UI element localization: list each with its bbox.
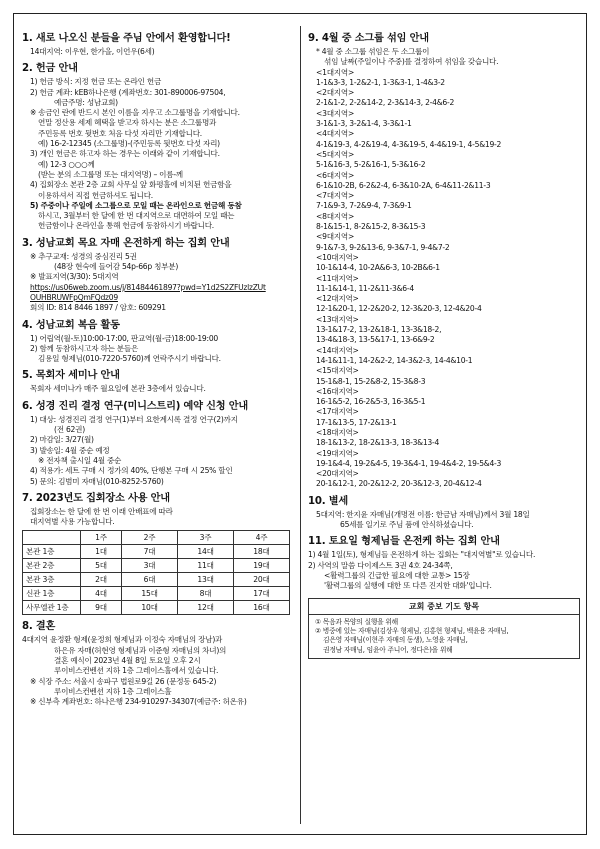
prayer-box — [308, 598, 580, 660]
venue-room: 본관 3층 — [23, 573, 81, 587]
wedding-section — [22, 620, 294, 707]
funeral-section — [308, 495, 580, 531]
venue-intro: 집회장소는 한 달에 한 번 이래 안배표에 따라 — [30, 506, 173, 516]
venue-cell: 6대 — [122, 573, 178, 587]
scramble-line: <3대지역> — [316, 108, 355, 118]
venue-room: 신관 1층 — [23, 587, 81, 601]
ministry-line: 5) 문의: 김범미 자매님(010-8252-5760) — [30, 476, 164, 486]
scramble-line: 18-1&13-2, 18-2&13-3, 18-3&13-4 — [316, 438, 440, 448]
scramble-line: 7-1&9-3, 7-2&9-4, 7-3&9-1 — [316, 201, 412, 211]
ministry-heading: 6. 성경 진리 결정 연구(미니스트리) 예약 신청 안내 — [22, 400, 249, 412]
ministry-line: 4) 적용가: 세트 구매 시 정가의 40%, 단행본 구매 시 25% 할인 — [30, 466, 233, 476]
scramble-line: 4-1&19-3, 4-2&19-4, 4-3&19-5, 4-4&19-1, 4-5&19-2 — [316, 139, 502, 149]
ministry-line: (전 62권) — [54, 425, 85, 435]
prayer-item: 김은영 자매님(이현주 자매의 동생), 노영윤 자매님, — [323, 636, 468, 645]
ministry-section — [22, 400, 294, 487]
venue-room: 사무엘관 1층 — [23, 601, 81, 615]
ministry-line: 3) 발송일: 4월 중순 예정 — [30, 445, 110, 455]
offering-line: 예) 12-3 ○○○께 — [38, 159, 95, 169]
scramble-line: <19대지역> — [316, 448, 359, 458]
wedding-line: 루이비스컨벤션 지하 1층 그레이스홀에서 있습니다. — [54, 666, 219, 676]
offering-line: ※ 송금인 란에 반드시 본인 이름을 지우고 소그룹명을 기재합니다. — [30, 108, 240, 118]
scramble-line: 19-1&4-4, 19-2&4-5, 19-3&4-1, 19-4&4-2, 19-5&4-3 — [316, 458, 502, 468]
scramble-line: <1대지역> — [316, 67, 355, 77]
scramble-line: 16-1&5-2, 16-2&5-3, 16-3&5-1 — [316, 397, 426, 407]
scramble-line: 3-1&1-3, 3-2&1-4, 3-3&1-1 — [316, 119, 412, 129]
venue-col-header — [23, 531, 81, 545]
funeral-heading: 10. 별세 — [308, 495, 349, 507]
offering-line: 1) 헌금 방식: 지정 헌금 또는 온라인 헌금 — [30, 77, 162, 87]
saturday-line: 2) 사역의 말씀 다이제스트 3권 4호 24-34쪽, — [308, 560, 453, 570]
scramble-line: 8-1&15-1, 8-2&15-2, 8-3&15-3 — [316, 222, 426, 232]
venue-cell: 11대 — [178, 559, 234, 573]
venue-cell: 2대 — [81, 573, 122, 587]
scramble-line: 10-1&14-4, 10-2A&6-3, 10-2B&6-1 — [316, 263, 440, 273]
scramble-note: 섞임 날짜(주일이나 주중)를 결정하여 섞임을 갖습니다. — [324, 57, 499, 67]
offering-line: 헌금함이나 온라인을 통해 헌금에 동참하시기 바랍니다. — [38, 221, 214, 231]
thursday-line: 회의 ID: 814 8446 1897 / 암호: 609291 — [30, 303, 166, 313]
offering-line: 연말 정산용 세제 혜택을 받고자 하시는 분은 소그룹명과 — [38, 118, 217, 128]
wedding-line: 루이비스컨벤션 지하 1층 그레이스홀 — [54, 686, 172, 696]
table-row — [23, 573, 290, 587]
scramble-list — [308, 68, 580, 490]
scramble-line: 2-1&1-2, 2-2&14-2, 2-3&14-3, 2-4&6-2 — [316, 98, 455, 108]
scramble-line: 1-1&3-3, 1-2&2-1, 1-3&3-1, 1-4&3-2 — [316, 77, 445, 87]
scramble-line: <11대지역> — [316, 273, 359, 283]
scramble-line: <9대지역> — [316, 232, 355, 242]
offering-section — [22, 62, 294, 231]
venue-room: 본관 1층 — [23, 545, 81, 559]
wedding-line: 결혼 예식이 2023년 4월 8일 토요일 오후 2시 — [54, 655, 201, 665]
scramble-line: <13대지역> — [316, 314, 359, 324]
wedding-heading: 8. 결혼 — [22, 621, 56, 633]
offering-line: 4) 집회장소 본관 2층 교회 사무실 앞 화평홀에 비치된 헌금함을 — [30, 180, 232, 190]
saturday-line: <활력그룹의 긴급한 필요에 대한 교통> 15장 — [324, 570, 470, 580]
wedding-line: ※ 신부측 계좌번호: 하나은행 234-910297-34307(예금주: 허온유) — [30, 697, 247, 707]
prayer-item: ② 병중에 있는 자매님(김상우 형제님, 김홍현 형제님, 백윤용 자매님, — [315, 626, 509, 635]
service-line: 1) 어립역(월-토)10:00-17:00, 판교역(월-금)18:00-19:00 — [30, 333, 218, 343]
venue-room: 본관 2층 — [23, 559, 81, 573]
wedding-line: 하은유 자매(허현영 형제님과 이준형 자매님의 차녀)의 — [54, 645, 227, 655]
saturday-meeting-section — [308, 535, 580, 659]
venue-heading: 7. 2023년도 집회장소 사용 안내 — [22, 492, 170, 504]
scramble-line: <18대지역> — [316, 427, 359, 437]
venue-cell: 10대 — [122, 601, 178, 615]
offering-line: 이용하셔서 직접 헌금하셔도 됩니다. — [38, 190, 153, 200]
offering-line: 5) 주중이나 주일에 소그룹으로 모일 때는 온라인으로 헌금해 동참 — [30, 200, 242, 210]
scramble-line: 5-1&16-3, 5-2&16-1, 5-3&16-2 — [316, 160, 426, 170]
venue-cell: 18대 — [234, 545, 290, 559]
venue-cell: 13대 — [178, 573, 234, 587]
ministry-line: 2) 마감일: 3/27(월) — [30, 435, 94, 445]
ministry-line: 1) 대상: 성경진리 결정 연구(1)부터 요한계시록 결정 연구(2)까지 — [30, 414, 238, 424]
seminar-section — [22, 369, 294, 394]
service-line: 김용일 형제님(010-7220-5760)께 연락주시기 바랍니다. — [38, 354, 221, 364]
scramble-line: 11-1&14-1, 11-2&11-3&6-4 — [316, 283, 414, 293]
venue-table — [22, 530, 290, 615]
venue-col-header: 2주 — [122, 531, 178, 545]
thursday-line: ※ 발표지역(3/30): 5대지역 — [30, 272, 119, 282]
table-row — [23, 587, 290, 601]
scramble-line: 6-1&10-2B, 6-2&2-4, 6-3&10-2A, 6-4&11-2&11-3 — [316, 180, 491, 190]
scramble-line: 13-1&17-2, 13-2&18-1, 13-3&18-2, — [316, 325, 442, 335]
venue-cell: 20대 — [234, 573, 290, 587]
scramble-line: 17-1&13-5, 17-2&13-1 — [316, 417, 397, 427]
offering-line: 하시고, 3월부터 한 달에 한 번 대지역으로 대면하여 모일 때는 — [38, 211, 235, 221]
thursday-line: ※ 추구교재: 성경의 중심진리 5권 — [30, 251, 137, 261]
venue-cell: 9대 — [81, 601, 122, 615]
venue-cell: 19대 — [234, 559, 290, 573]
saturday-line: '활력그룹의 실행에 대한 또 다른 진지한 대화'입니다. — [324, 581, 492, 591]
seminar-heading: 5. 목회자 세미나 안내 — [22, 370, 120, 382]
offering-line: 예금주명: 성남교회) — [54, 97, 118, 107]
venue-cell: 4대 — [81, 587, 122, 601]
scramble-line: 14-1&11-1, 14-2&2-2, 14-3&2-3, 14-4&10-1 — [316, 355, 473, 365]
offering-heading: 2. 헌금 안내 — [22, 63, 78, 75]
wedding-line: 4대지역 윤정환 형제(윤정희 형제님과 이정숙 자매님의 장남)과 — [22, 635, 223, 645]
venue-cell: 3대 — [122, 559, 178, 573]
table-row — [23, 545, 290, 559]
prayer-title: 교회 중보 기도 항목 — [309, 601, 579, 615]
venue-cell: 17대 — [234, 587, 290, 601]
scramble-line: <2대지역> — [316, 88, 355, 98]
welcome-section — [22, 32, 294, 57]
scramble-line: <12대지역> — [316, 294, 359, 304]
venue-section — [22, 492, 294, 616]
offering-line: 3) 개인 헌금은 하고자 하는 경우는 이래와 같이 기재합니다. — [30, 149, 220, 159]
scramble-heading: 9. 4월 중 소그룹 섞임 안내 — [308, 33, 429, 44]
saturday-line: 1) 4월 1일(토), 형제님들 온전하게 하는 집회는 "대지역별"로 있습니다. — [308, 550, 536, 560]
scramble-line: 15-1&8-1, 15-2&8-2, 15-3&8-3 — [316, 376, 426, 386]
scramble-line: <4대지역> — [316, 129, 355, 139]
column-divider — [300, 26, 301, 824]
right-column — [308, 32, 580, 830]
table-row — [23, 601, 290, 615]
thursday-heading: 3. 성남교회 목요 자매 온전하게 하는 집회 안내 — [22, 237, 230, 249]
venue-cell: 5대 — [81, 559, 122, 573]
offering-line: 예) 16-2-12345 (소그룹명)-(주민등록 뒷번호 다섯 자리) — [38, 139, 220, 149]
left-column — [22, 32, 294, 830]
saturday-heading: 11. 토요일 형제님들 온전케 하는 집회 안내 — [308, 536, 500, 548]
scramble-line: 13-4&18-3, 13-5&17-1, 13-6&9-2 — [316, 335, 435, 345]
scramble-line: <5대지역> — [316, 149, 355, 159]
venue-col-header: 3주 — [178, 531, 234, 545]
scramble-line: 20-1&12-1, 20-2&12-2, 20-3&12-3, 20-4&12-4 — [316, 479, 482, 489]
scramble-line: <17대지역> — [316, 407, 359, 417]
venue-cell: 14대 — [178, 545, 234, 559]
scramble-line: <20대지역> — [316, 469, 359, 479]
scramble-line: <10대지역> — [316, 252, 359, 262]
venue-header-row — [23, 531, 290, 545]
scramble-line: <16대지역> — [316, 386, 359, 396]
offering-line: (받는 분의 소그룹명 또는 대지역명) – 이름-께 — [38, 169, 183, 179]
venue-col-header: 4주 — [234, 531, 290, 545]
wedding-line: ※ 식장 주소: 서울시 송파구 법원로9길 26 (문정동 645-2) — [30, 676, 217, 686]
service-section — [22, 319, 294, 365]
scramble-line: 12-1&20-1, 12-2&20-2, 12-3&20-3, 12-4&20-4 — [316, 304, 482, 314]
funeral-line: 65세를 일기로 주님 품에 안식하셨습니다. — [340, 520, 474, 530]
scramble-line: <14대지역> — [316, 345, 359, 355]
welcome-text: 14대지역: 이우현, 한가을, 이언우(6세) — [30, 47, 155, 56]
seminar-text: 목회자 세미나가 매주 월요일에 본관 3층에서 있습니다. — [30, 384, 206, 394]
zoom-link-cont[interactable]: OUHBRUWFpQmFQdz09 — [30, 292, 118, 302]
venue-cell: 8대 — [178, 587, 234, 601]
scramble-line: <6대지역> — [316, 170, 355, 180]
venue-cell: 12대 — [178, 601, 234, 615]
thursday-line: (48장 현숙에 들어감 54p-66p 칭부분) — [54, 262, 179, 272]
venue-cell: 15대 — [122, 587, 178, 601]
venue-cell: 1대 — [81, 545, 122, 559]
service-heading: 4. 성남교회 복음 활동 — [22, 319, 120, 331]
venue-cell: 16대 — [234, 601, 290, 615]
scramble-line: <15대지역> — [316, 366, 359, 376]
prayer-item: ① 목음과 목양의 실행을 위해 — [315, 617, 398, 626]
scramble-line: 9-1&7-3, 9-2&13-6, 9-3&7-1, 9-4&7-2 — [316, 242, 450, 252]
scramble-line: <8대지역> — [316, 211, 355, 221]
welcome-heading: 1. 새로 나오신 분들을 주님 안에서 환영합니다! — [22, 33, 231, 44]
table-row — [23, 559, 290, 573]
offering-line: 2) 헌금 계좌: kEB하나은행 (계좌번호: 301-890006-97504, — [30, 87, 226, 97]
scramble-line: <7대지역> — [316, 191, 355, 201]
venue-cell: 7대 — [122, 545, 178, 559]
prayer-item: 권정남 자매님, 임윤아 주니어, 정다은)을 위해 — [323, 645, 453, 654]
venue-intro: 대지역별 사용 가능합니다. — [30, 517, 115, 527]
service-line: 2) 함께 동참하시고자 하는 분들은 — [30, 343, 139, 353]
funeral-line: 5대지역: 한지윤 자매님(개명전 이름: 한금남 자매님)께서 3월 18일 — [316, 509, 530, 519]
zoom-link[interactable]: https://us06web.zoom.us/j/81484461897?pwd=Y1d2S2ZFUzlzZUt — [30, 282, 266, 292]
scramble-section — [308, 32, 580, 490]
scramble-note: * 4월 중 소그룹 섞임은 두 소그룹이 — [316, 47, 430, 56]
thursday-meeting-section — [22, 237, 294, 314]
venue-col-header: 1주 — [81, 531, 122, 545]
offering-line: 주민등록 번호 뒷번호 처음 다섯 자리만 기재합니다. — [38, 128, 202, 138]
ministry-line: ※ 전자책 출시일 4월 중순 — [38, 455, 122, 465]
